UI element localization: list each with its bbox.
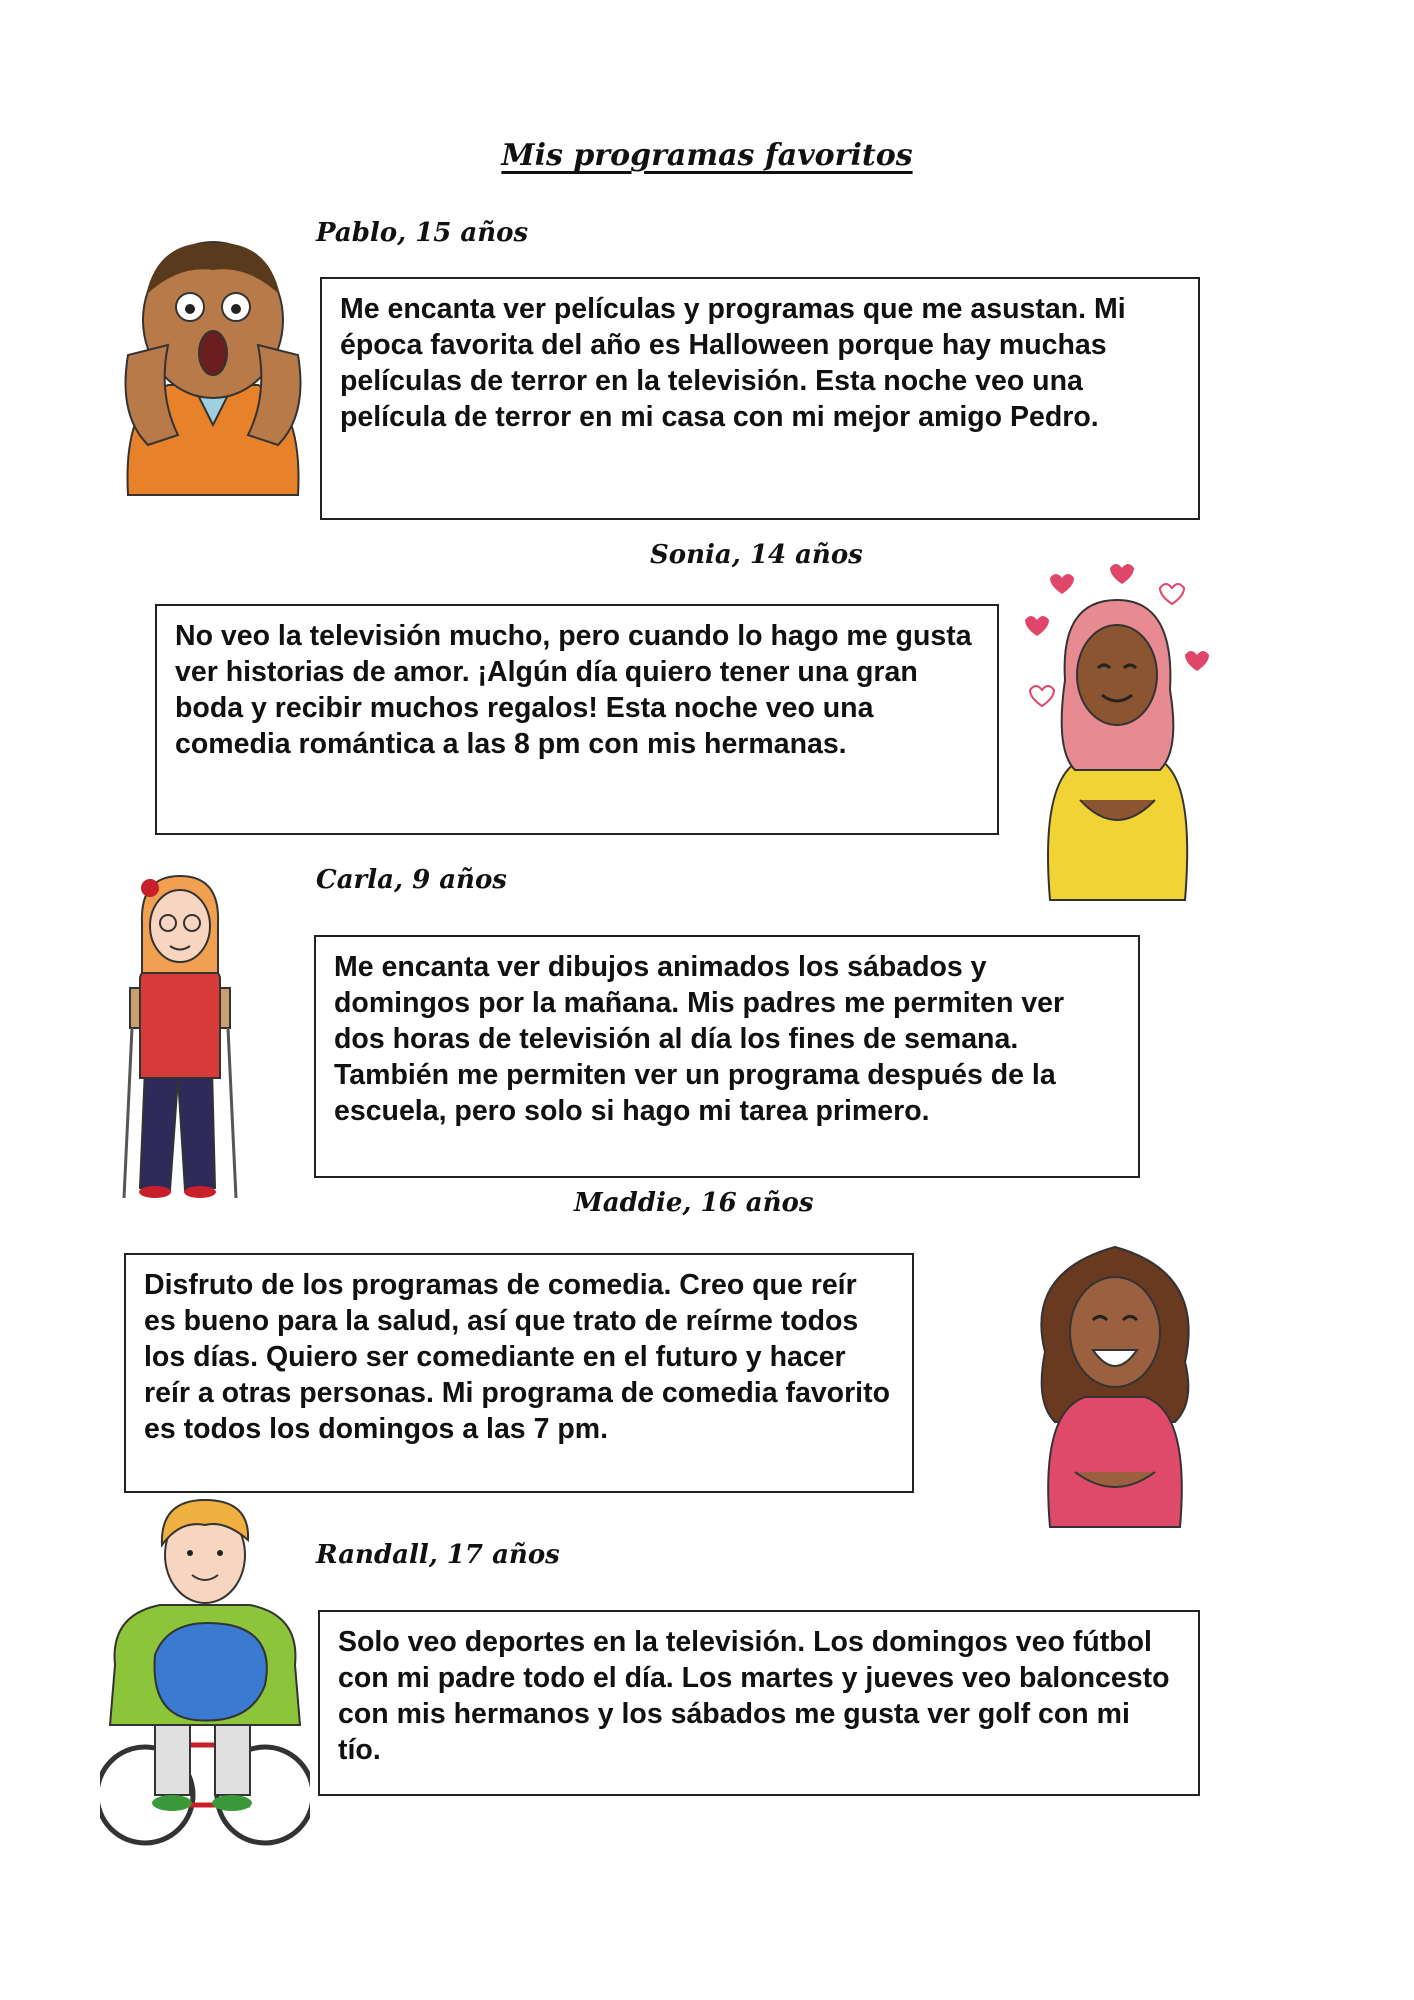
- pablo-scared-boy-illustration: [118, 235, 308, 510]
- carla-name: Carla, 9 años: [316, 865, 507, 895]
- pablo-text-box: Me encanta ver películas y programas que me asustan. Mi época favorita del año es Halloween porque hay muchas películas de terror en la televisión. Esta noche veo una película de terror en mi casa con mi mejor amigo Pedro.: [320, 277, 1200, 520]
- pablo-name: Pablo, 15 años: [316, 218, 529, 248]
- sonia-text-box: No veo la televisión mucho, pero cuando lo hago me gusta ver historias de amor. ¡Algún día quiero tener una gran boda y recibir muchos regalos! Esta noche veo una comedia romántica a las 8 pm con mis hermanas.: [155, 604, 999, 835]
- randall-boy-wheelchair-illustration: [100, 1495, 310, 1850]
- carla-girl-sitting-illustration: [120, 868, 240, 1203]
- page-title: Mis programas favoritos: [501, 138, 913, 173]
- carla-text-box: Me encanta ver dibujos animados los sábados y domingos por la mañana. Mis padres me permiten ver dos horas de televisión al día los fines de semana. También me permiten ver un programa después de la escuela, pero solo si hago mi tarea primero.: [314, 935, 1140, 1178]
- randall-name: Randall, 17 años: [316, 1540, 560, 1570]
- randall-text-box: Solo veo deportes en la televisión. Los domingos veo fútbol con mi padre todo el día. Los martes y jueves veo baloncesto con mis hermanos y los sábados me gusta ver golf con mi tío.: [318, 1610, 1200, 1796]
- sonia-name: Sonia, 14 años: [650, 540, 863, 570]
- maddie-name: Maddie, 16 años: [574, 1188, 814, 1218]
- maddie-text-box: Disfruto de los programas de comedia. Creo que reír es bueno para la salud, así que trato de reírme todos los días. Quiero ser comediante en el futuro y hacer reír a otras personas. Mi programa de comedia favorito es todos los domingos a las 7 pm.: [124, 1253, 914, 1493]
- sonia-girl-hearts-illustration: [1020, 560, 1210, 905]
- maddie-laughing-girl-illustration: [1025, 1232, 1205, 1532]
